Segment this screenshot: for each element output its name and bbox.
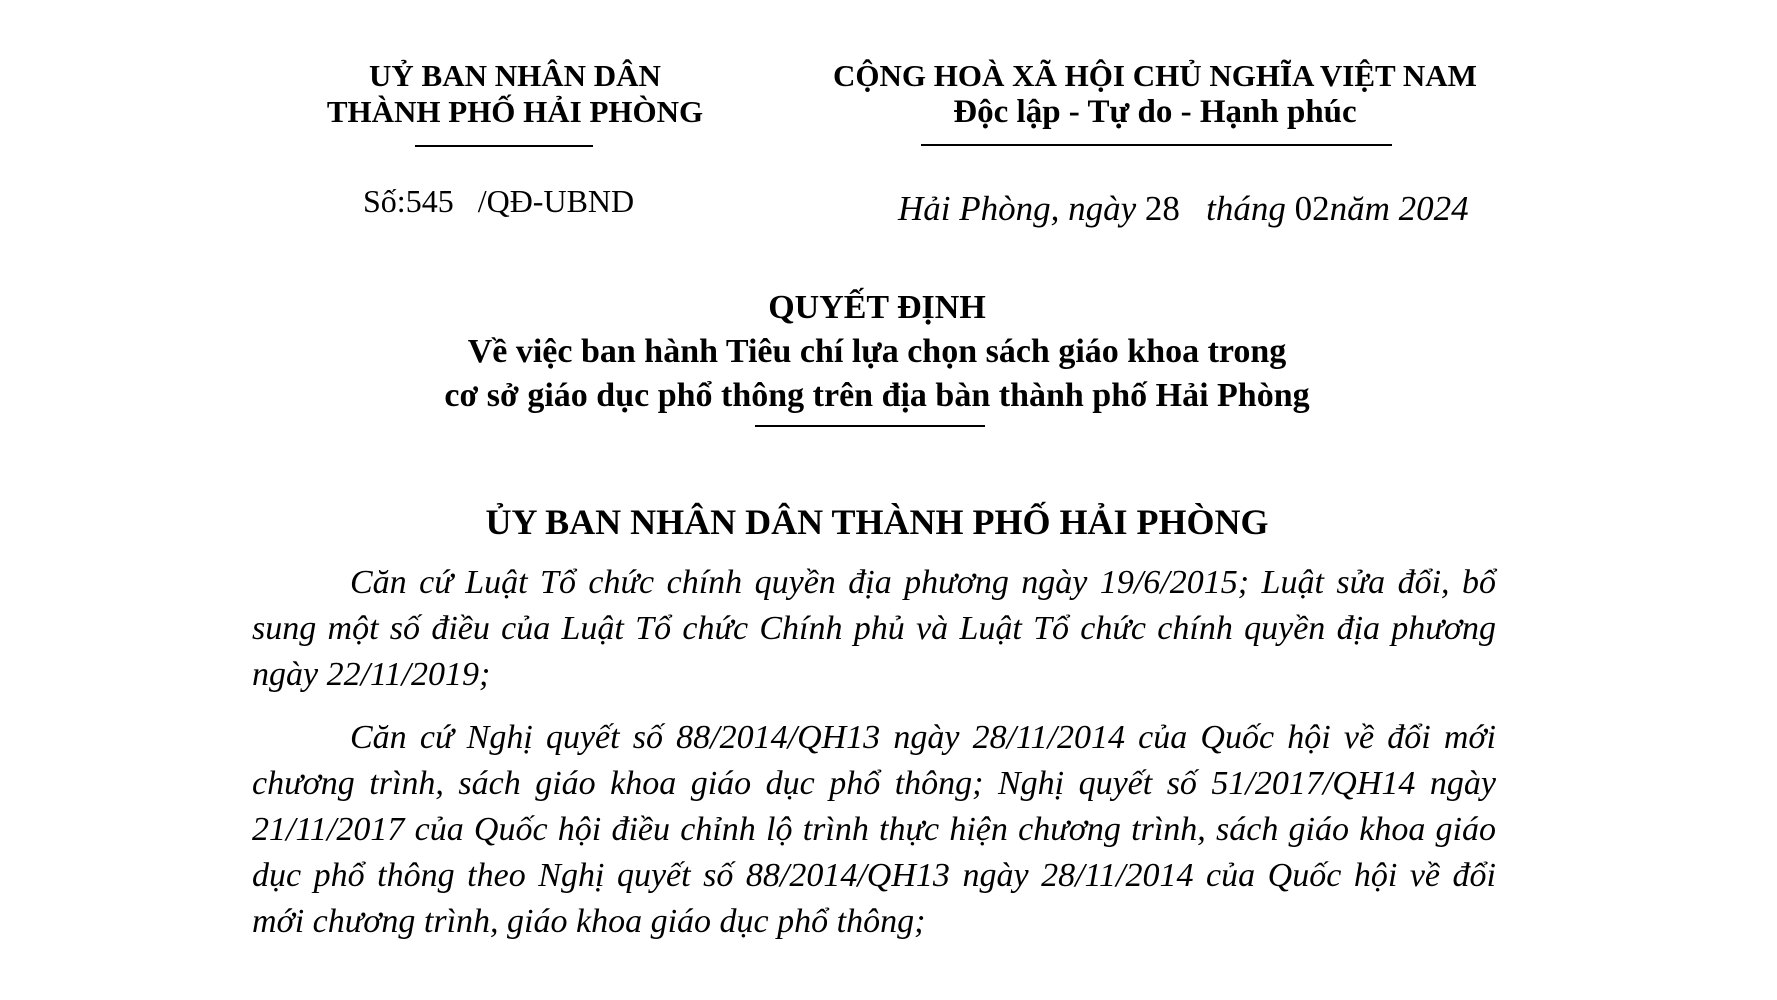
authority-heading: ỦY BAN NHÂN DÂN THÀNH PHỐ HẢI PHÒNG [485, 502, 1269, 542]
nation-name: CỘNG HOÀ XÃ HỘI CHỦ NGHĨA VIỆT NAM [833, 58, 1477, 93]
issuing-authority [300, 58, 730, 130]
doc-number-suffix: /QĐ-UBND [477, 183, 635, 219]
title-underline [755, 425, 985, 427]
document-date [898, 189, 1469, 229]
legal-basis-paragraph: Căn cứ Luật Tổ chức chính quyền địa phương ngày 19/6/2015; Luật sửa đổi, bổ sung một số điều của Luật Tổ chức Chính phủ và Luật Tổ chức chính quyền địa phương ngày 22/11/2019; [252, 564, 1496, 693]
issuing-authority-line1: UỶ BAN NHÂN DÂN [369, 58, 661, 93]
motto-underline [921, 144, 1392, 146]
document-number [363, 183, 634, 220]
date-month-label: tháng [1206, 189, 1286, 228]
date-day: 28 [1144, 189, 1180, 228]
title-main: QUYẾT ĐỊNH [768, 289, 986, 326]
title-line1: Về việc ban hành Tiêu chí lựa chọn sách giáo khoa trong [467, 333, 1287, 370]
document-title [250, 286, 1504, 418]
legal-basis-paragraph: Căn cứ Nghị quyết số 88/2014/QH13 ngày 28/11/2014 của Quốc hội về đổi mới chương trình, sách giáo khoa giáo dục phổ thông; Nghị quyết số 51/2017/QH14 ngày 21/11/2017 của Quốc hội điều chỉnh lộ trình thực hiện chương trình, sách giáo khoa giáo dục phổ thông theo Nghị quyết số 88/2014/QH13 ngày 28/11/2014 của Quốc hội về đổi mới chương trình, giáo khoa giáo dục phổ thông; [252, 719, 1496, 940]
national-motto: Độc lập - Tự do - Hạnh phúc [953, 94, 1357, 130]
issuing-authority-line2: THÀNH PHỐ HẢI PHÒNG [326, 94, 704, 129]
national-title [790, 58, 1520, 130]
authority-underline [415, 145, 593, 147]
date-month: 02 [1294, 189, 1330, 228]
doc-number-value: 545 [405, 183, 454, 219]
date-place: Hải Phòng, ngày [898, 189, 1137, 228]
doc-number-prefix: Số: [363, 183, 406, 219]
date-year: năm 2024 [1329, 189, 1469, 228]
title-line2: cơ sở giáo dục phổ thông trên địa bàn thành phố Hải Phòng [444, 377, 1310, 414]
